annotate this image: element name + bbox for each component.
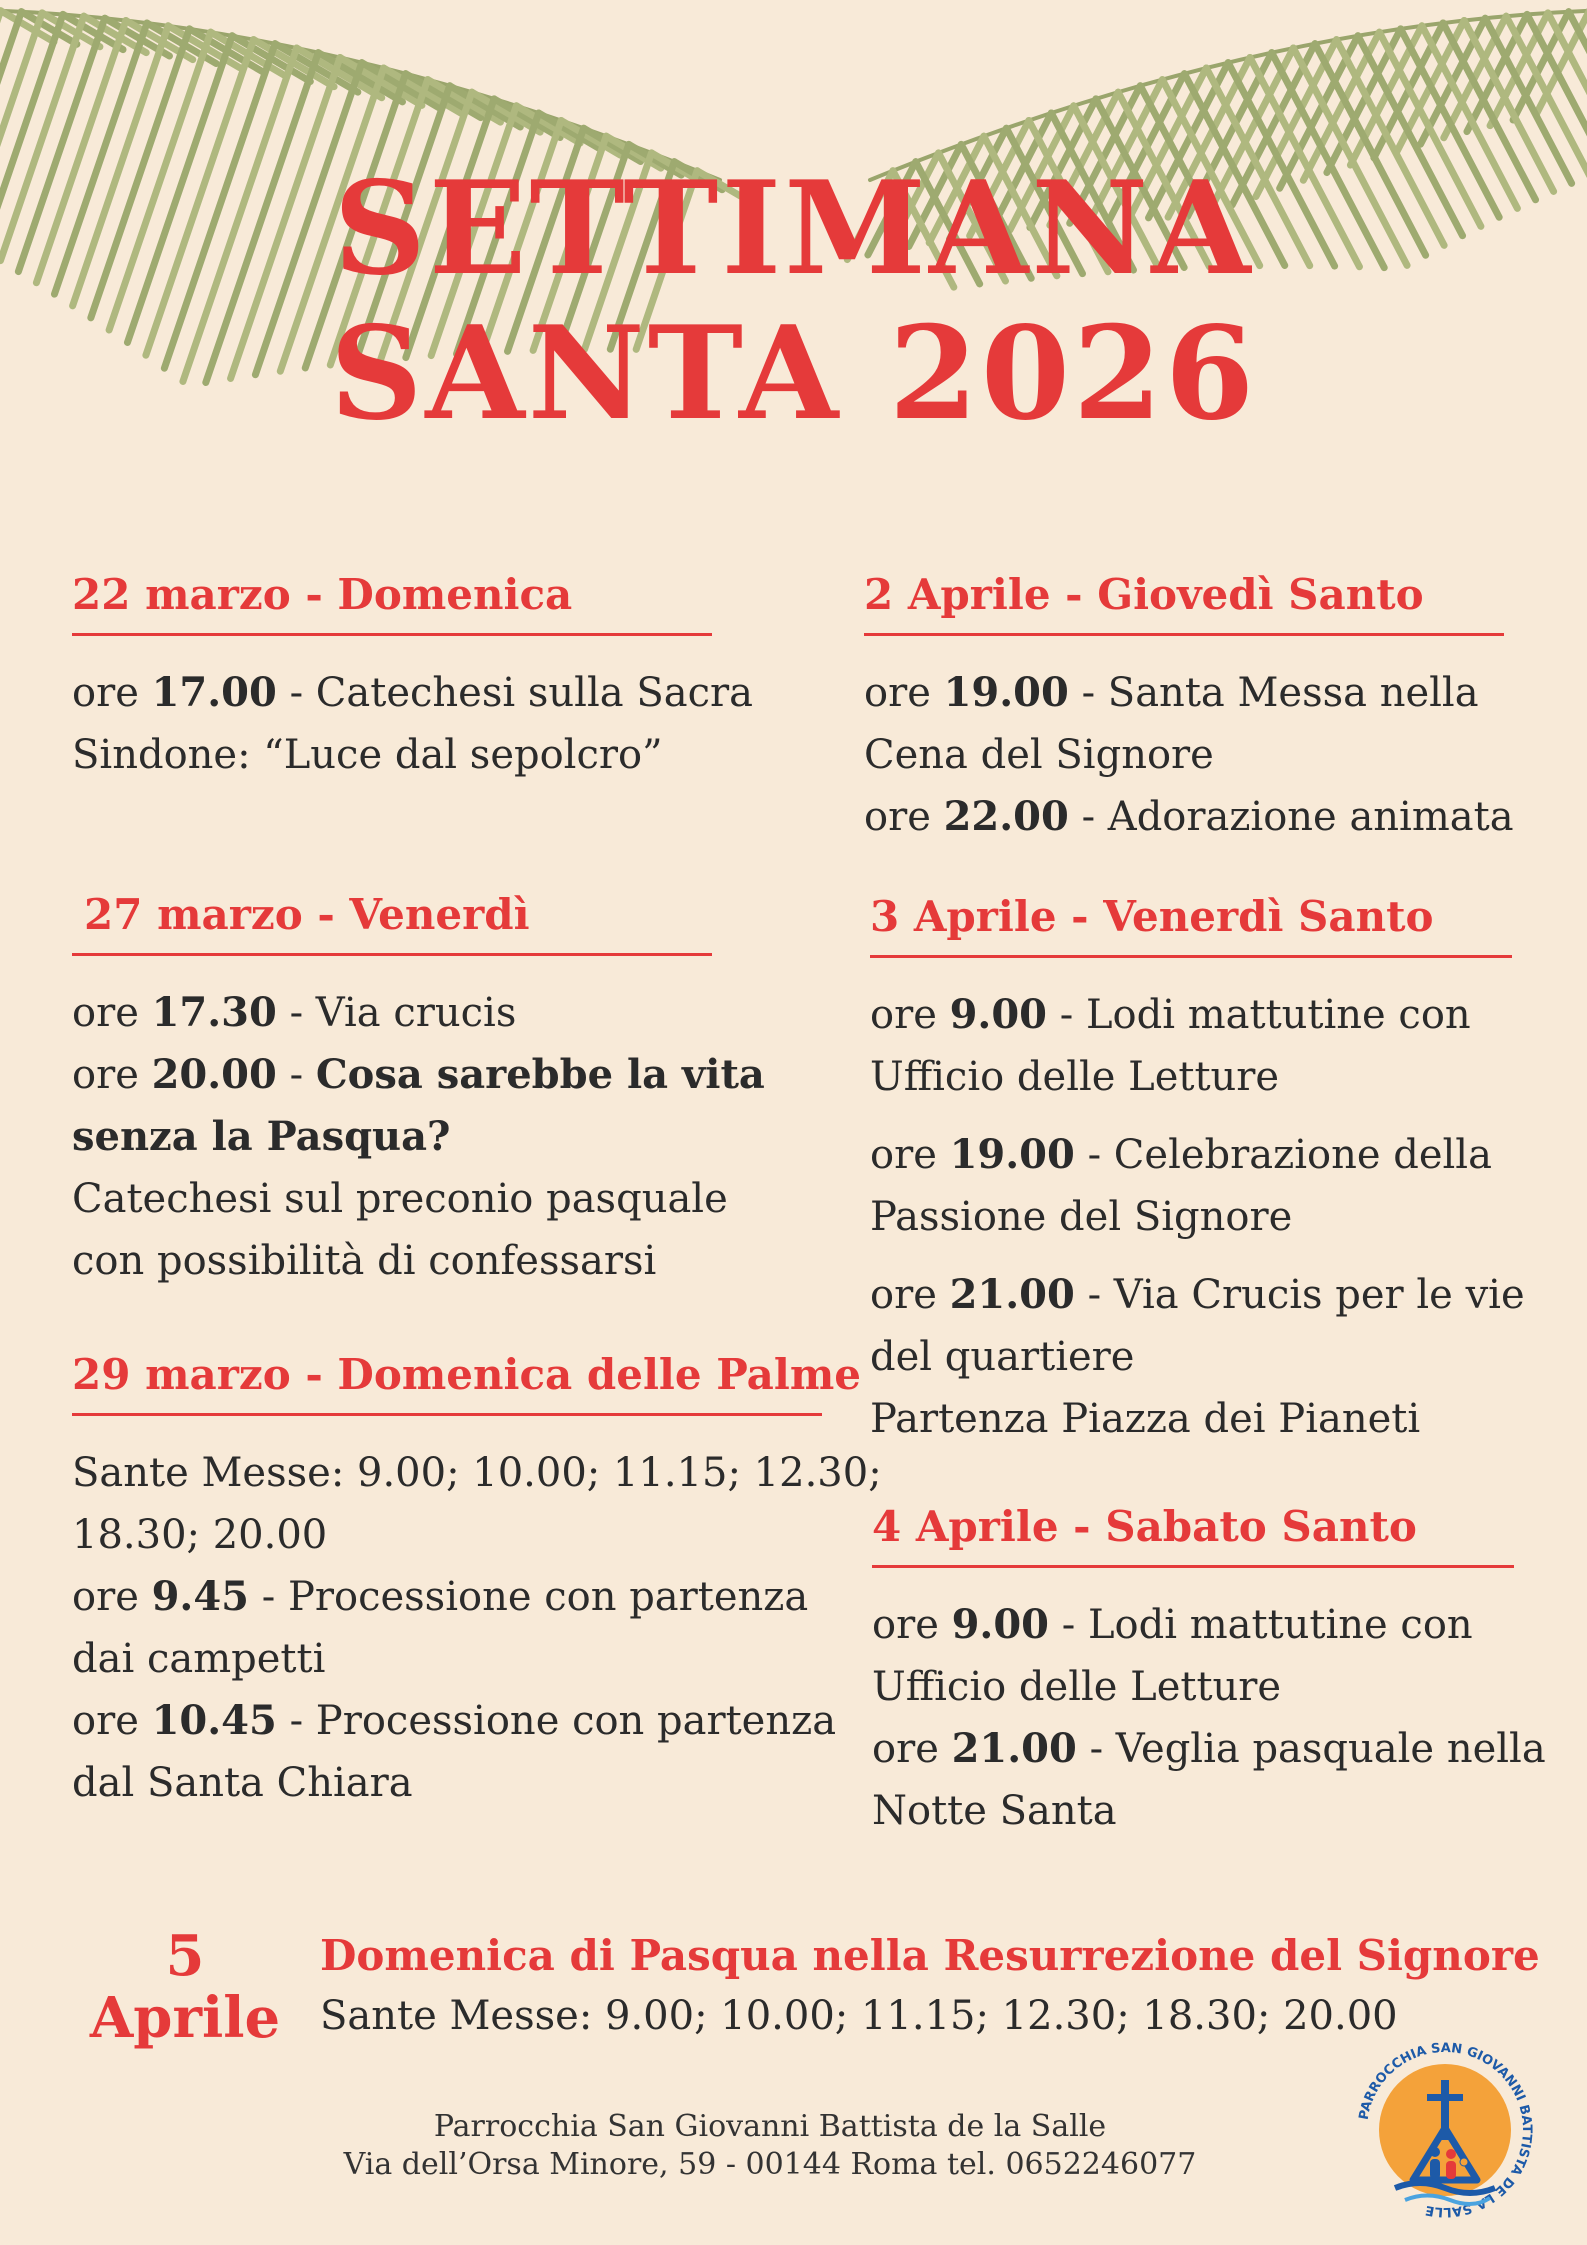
time-or-emphasis: 10.45 — [151, 1697, 277, 1744]
time-or-emphasis: 21.00 — [951, 1725, 1077, 1772]
section-body — [72, 636, 753, 786]
line-text: - Via Crucis per le vie — [1074, 1272, 1525, 1318]
schedule-line — [870, 1388, 1512, 1450]
schedule-line — [72, 662, 753, 724]
section-body — [72, 1416, 882, 1814]
parish-logo — [1355, 2040, 1535, 2220]
schedule-line — [72, 1106, 712, 1168]
line-text: ore — [72, 1698, 152, 1744]
schedule-line — [870, 1186, 1512, 1248]
line-text: ore — [72, 990, 152, 1036]
schedule-line — [72, 1044, 765, 1106]
line-text: 18.30; 20.00 — [72, 1512, 328, 1558]
page-title-line2: SANTA 2026 — [329, 299, 1258, 449]
time-or-emphasis: senza la Pasqua? — [72, 1113, 451, 1160]
time-or-emphasis: 17.30 — [151, 989, 277, 1036]
page-title-line1: SETTIMANA — [333, 154, 1254, 304]
line-text: - Veglia pasquale nella — [1076, 1726, 1546, 1772]
schedule-line — [870, 1264, 1525, 1326]
line-text: - Catechesi sulla Sacra — [276, 670, 753, 716]
line-text: Ufficio delle Letture — [872, 1664, 1282, 1710]
line-text: con possibilità di confessarsi — [72, 1238, 657, 1284]
line-text: - Processione con partenza — [276, 1698, 837, 1744]
line-text: - — [276, 1052, 316, 1098]
schedule-line — [72, 1442, 882, 1504]
easter-section — [0, 1915, 1587, 2055]
section-29-marzo — [72, 1350, 882, 1814]
line-text: ore — [72, 670, 152, 716]
section-body — [872, 1568, 1546, 1842]
time-or-emphasis: 19.00 — [949, 1131, 1075, 1178]
schedule-line — [872, 1718, 1546, 1780]
schedule-line — [864, 786, 1514, 848]
section-2-aprile — [864, 570, 1514, 848]
easter-date — [85, 1925, 285, 2049]
line-text: ore — [72, 1052, 152, 1098]
easter-title: Domenica di Pasqua nella Resurrezione del Signore — [320, 1931, 1540, 1980]
schedule-line — [72, 1690, 837, 1752]
line-text: ore — [864, 794, 944, 840]
schedule-line — [72, 1566, 822, 1628]
line-text: Catechesi sul preconio pasquale — [72, 1176, 728, 1222]
time-or-emphasis: 19.00 — [943, 669, 1069, 716]
section-3-aprile — [870, 892, 1525, 1450]
section-4-aprile — [872, 1502, 1546, 1842]
line-text: - Celebrazione della — [1074, 1132, 1492, 1178]
schedule-line — [870, 1046, 1512, 1108]
line-text: Notte Santa — [872, 1788, 1117, 1834]
schedule-line — [72, 724, 712, 786]
schedule-line — [72, 1168, 728, 1230]
easter-details — [320, 1927, 1540, 2047]
schedule-line — [72, 1504, 822, 1566]
line-text: - Lodi mattutine con — [1047, 992, 1471, 1038]
line-gap — [870, 1248, 1512, 1264]
line-text: ore — [72, 1574, 152, 1620]
easter-day: 5 — [165, 1923, 205, 1989]
line-text: dai campetti — [72, 1636, 326, 1682]
line-text: - Processione con partenza — [249, 1574, 809, 1620]
time-or-emphasis: 17.00 — [151, 669, 277, 716]
schedule-line — [72, 1628, 822, 1690]
schedule-line — [872, 1780, 1514, 1842]
logo-ring-text: PARROCCHIA SAN GIOVANNI BATTISTA DE LA SALLE — [1356, 2040, 1535, 2220]
schedule-line — [864, 662, 1504, 724]
time-or-emphasis: 9.45 — [151, 1573, 250, 1620]
line-text: Ufficio delle Letture — [870, 1054, 1280, 1100]
schedule-line — [72, 982, 712, 1044]
schedule-line — [870, 1124, 1512, 1186]
section-heading: 4 Aprile - Sabato Santo — [872, 1502, 1514, 1568]
time-or-emphasis: Cosa sarebbe la vita — [315, 1051, 765, 1098]
schedule-line — [870, 984, 1512, 1046]
time-or-emphasis: 9.00 — [951, 1601, 1050, 1648]
schedule-line — [72, 1230, 712, 1292]
section-heading: 3 Aprile - Venerdì Santo — [870, 892, 1512, 958]
footer-address: Via dell’Orsa Minore, 59 - 00144 Roma tel. 0652246077 — [343, 2147, 1197, 2182]
line-text: Passione del Signore — [870, 1194, 1293, 1240]
section-heading: 29 marzo - Domenica delle Palme — [72, 1350, 822, 1416]
line-text: Sante Messe: 9.00; 10.00; 11.15; 12.30; — [72, 1450, 882, 1496]
section-heading: 2 Aprile - Giovedì Santo — [864, 570, 1504, 636]
line-text: ore — [870, 992, 950, 1038]
easter-month: Aprile — [89, 1985, 281, 2051]
section-22-marzo — [72, 570, 753, 786]
schedule-line — [872, 1594, 1514, 1656]
line-text: ore — [870, 1272, 950, 1318]
line-text: Partenza Piazza dei Pianeti — [870, 1396, 1421, 1442]
line-text: ore — [864, 670, 944, 716]
section-body — [870, 958, 1525, 1450]
section-body — [864, 636, 1514, 848]
line-text: - Lodi mattutine con — [1049, 1602, 1473, 1648]
footer — [0, 2108, 1540, 2184]
line-text: - Via crucis — [276, 990, 517, 1036]
line-text: ore — [870, 1132, 950, 1178]
line-text: Cena del Signore — [864, 732, 1214, 778]
section-27-marzo — [72, 890, 765, 1292]
line-text: - Adorazione animata — [1068, 794, 1514, 840]
footer-parish-name: Parrocchia San Giovanni Battista de la Salle — [433, 2109, 1107, 2144]
easter-masses: Sante Messe: 9.00; 10.00; 11.15; 12.30; 18.30; 20.00 — [320, 1993, 1398, 2039]
section-body — [72, 956, 765, 1292]
schedule-line — [864, 724, 1504, 786]
time-or-emphasis: 9.00 — [949, 991, 1048, 1038]
line-text: del quartiere — [870, 1334, 1135, 1380]
line-text: dal Santa Chiara — [72, 1760, 413, 1806]
time-or-emphasis: 22.00 — [943, 793, 1069, 840]
schedule-line — [72, 1752, 822, 1814]
section-heading: 22 marzo - Domenica — [72, 570, 712, 636]
line-text: ore — [872, 1726, 952, 1772]
line-text: - Santa Messa nella — [1068, 670, 1479, 716]
time-or-emphasis: 20.00 — [151, 1051, 277, 1098]
section-heading: 27 marzo - Venerdì — [72, 890, 712, 956]
schedule-line — [872, 1656, 1514, 1718]
line-text: ore — [872, 1602, 952, 1648]
line-text: Sindone: “Luce dal sepolcro” — [72, 732, 663, 778]
schedule-line — [870, 1326, 1512, 1388]
time-or-emphasis: 21.00 — [949, 1271, 1075, 1318]
line-gap — [870, 1108, 1512, 1124]
